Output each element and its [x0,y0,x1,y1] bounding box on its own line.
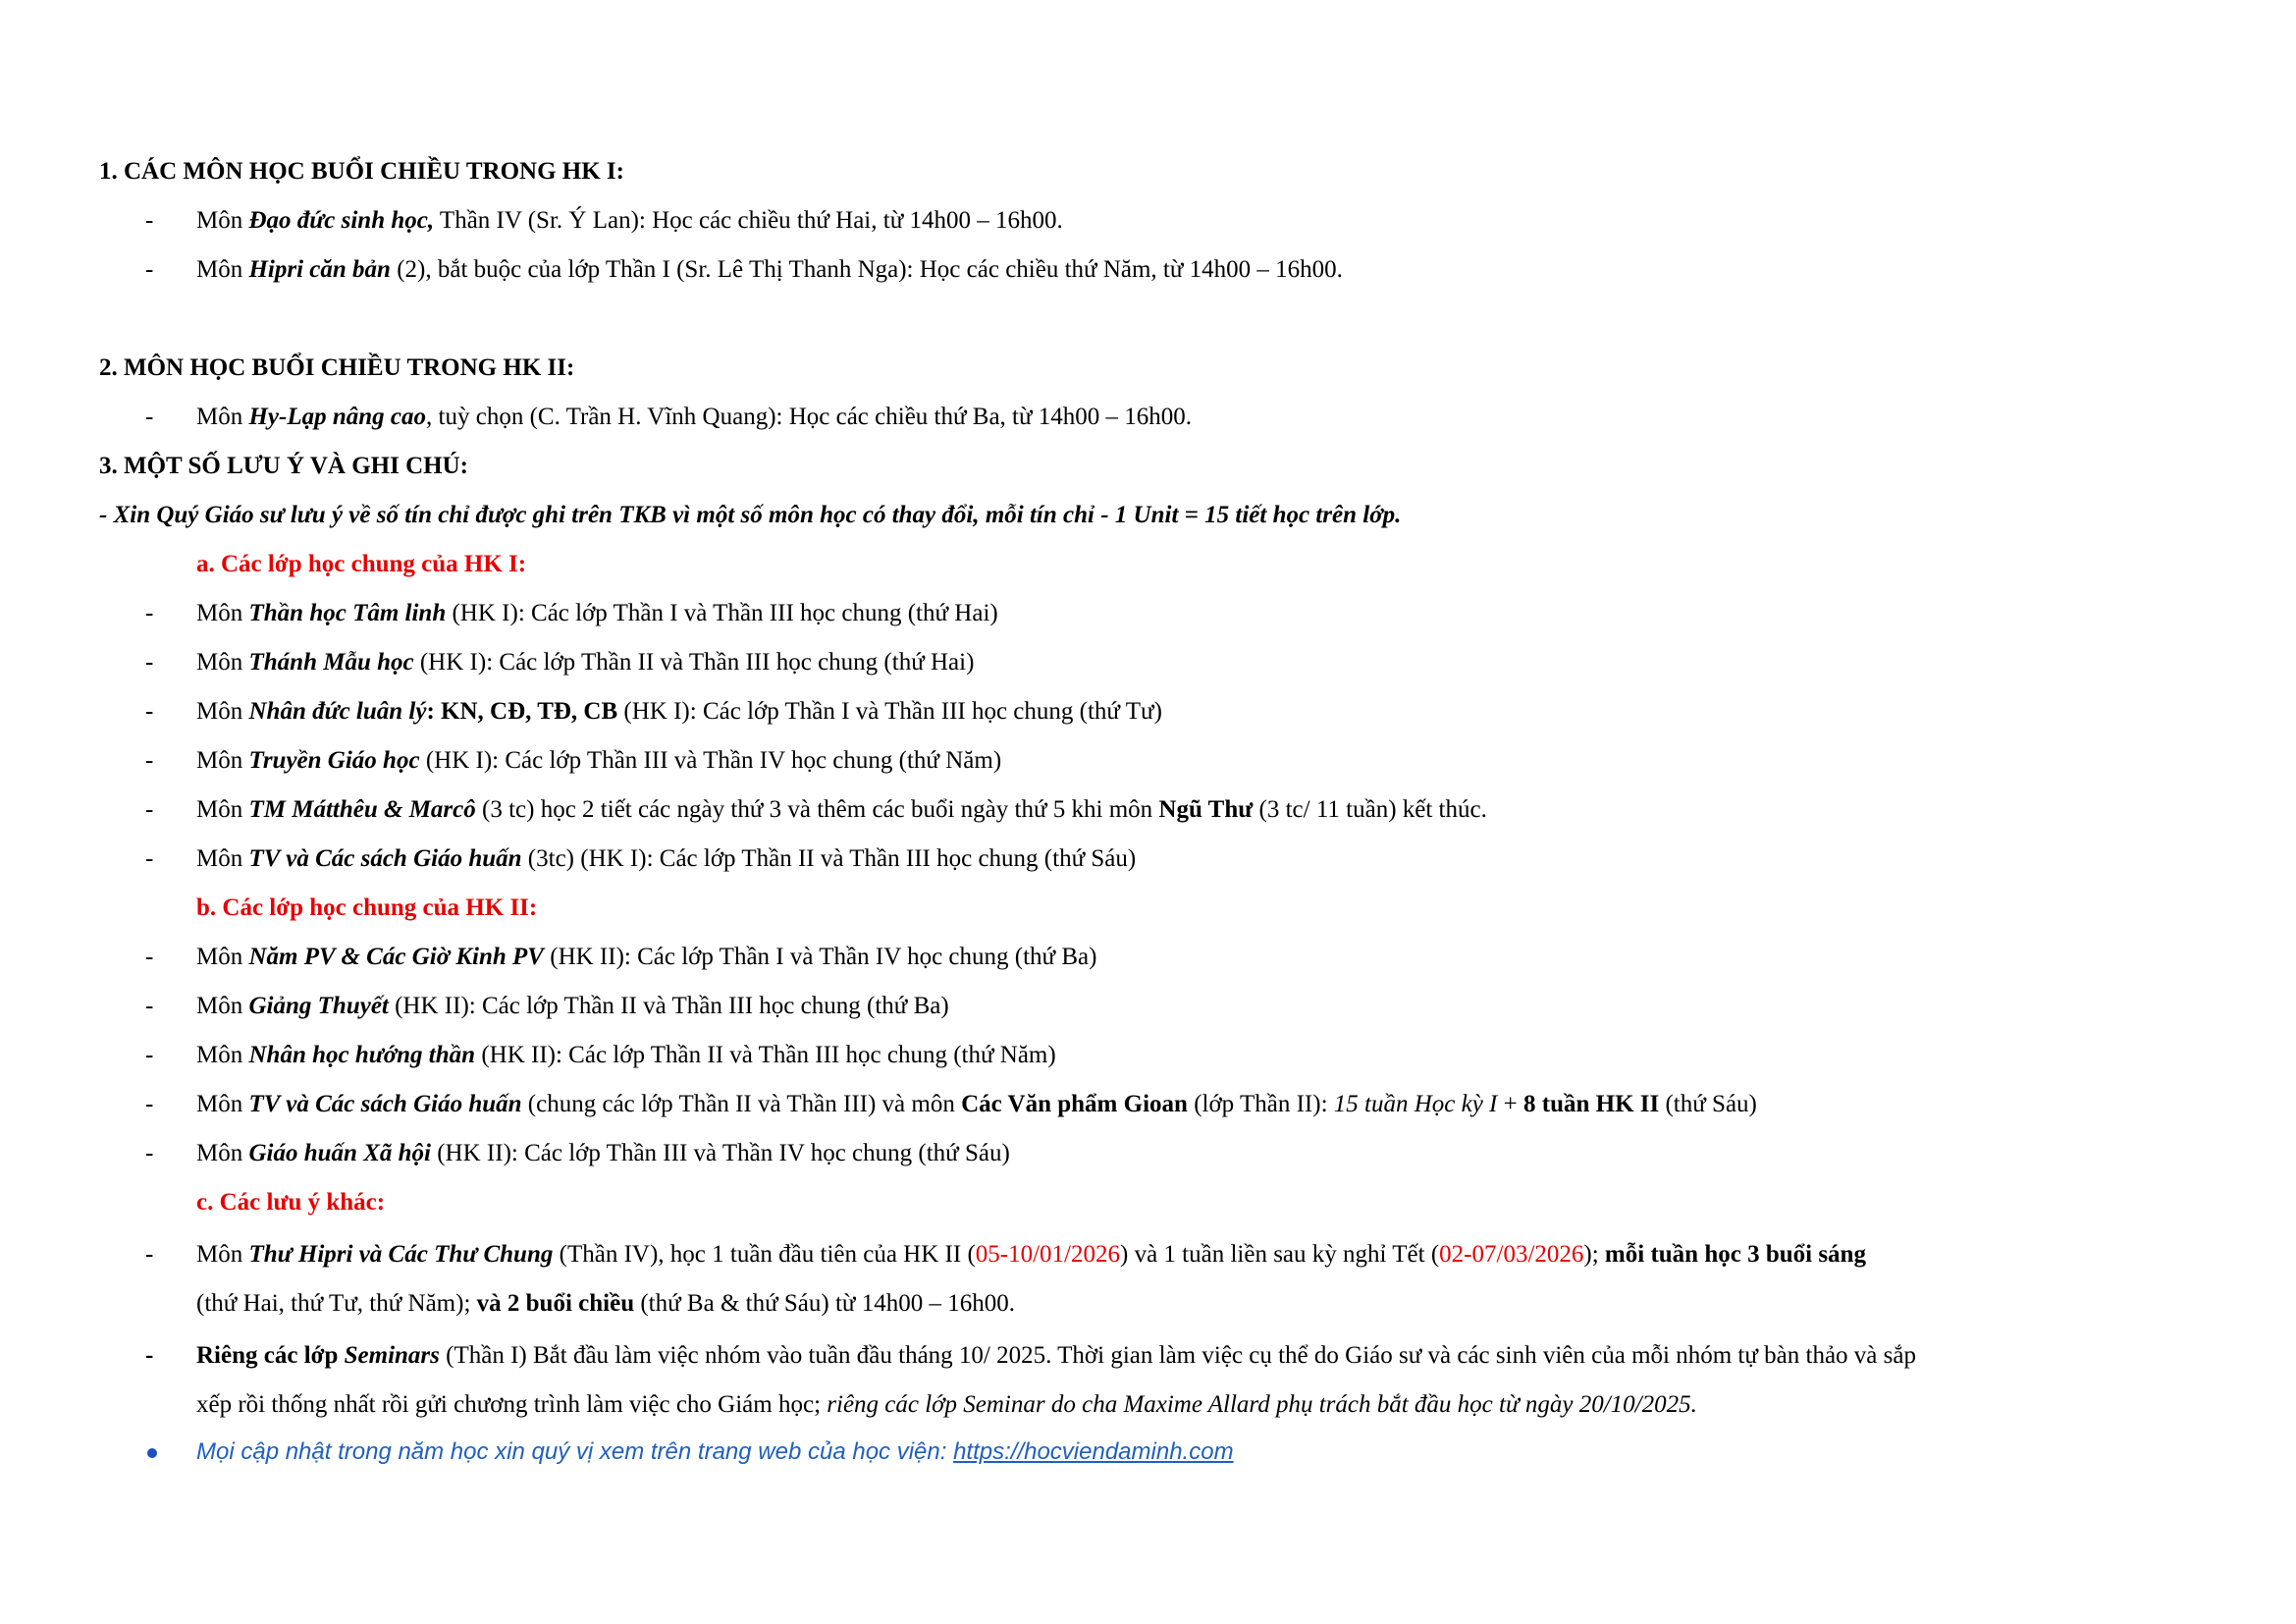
list-item-continuation [196,1392,1697,1417]
course-detail: Thần IV (Sr. Ý Lan): Học các chiều thứ Hai, từ 14h00 – 16h00. [439,207,1063,234]
course-name: Hy-Lạp nâng cao [248,404,427,430]
mon-label: Môn [196,1140,243,1166]
course-name: Nhân đức luân lý [248,698,427,725]
mon-label: Môn [196,796,243,823]
date-range: 05-10/01/2026 [975,1241,1120,1268]
course-name-2: Các Văn phẩm Gioan [961,1091,1188,1117]
course-detail: (thứ Hai, thứ Tư, thứ Năm); [196,1290,471,1317]
course-detail: (HK II): Các lớp Thần I và Thần IV học chung (thứ Ba) [550,944,1097,970]
course-name: Năm PV & Các Giờ Kinh PV [248,944,544,970]
footer-note [196,1440,1234,1464]
course-name: Hipri căn bản [248,256,391,283]
course-name: Thánh Mẫu học [248,649,414,676]
dash: - [145,747,154,774]
course-name: Thư Hipri và Các Thư Chung [248,1241,554,1268]
course-name: TV và Các sách Giáo huấn [248,845,522,872]
course-detail: (2), bắt buộc của lớp Thần I (Sr. Lê Thị Thanh Nga): Học các chiều thứ Năm, từ 14h00 – 16h00. [397,256,1343,283]
list-item [196,797,1487,822]
section-3-heading: 3. MỘT SỐ LƯU Ý VÀ GHI CHÚ: [99,453,468,479]
list-item [196,699,1162,724]
list-item-continuation [196,1291,1015,1316]
mon-label: Môn [196,404,243,430]
mon-label: Môn [196,649,243,676]
website-link[interactable]: https://hocviendaminh.com [953,1438,1234,1465]
list-item [196,748,1001,773]
seminar-detail: xếp rồi thống nhất rồi gửi chương trình làm việc cho Giám học; [196,1391,822,1418]
dash: - [145,1042,154,1068]
semester-weeks-2: 8 tuần HK II [1523,1091,1660,1117]
mon-label: Môn [196,993,243,1019]
morning-sessions: mỗi tuần học 3 buổi sáng [1604,1241,1866,1268]
mon-label: Môn [196,600,243,626]
mon-label: Môn [196,1091,243,1117]
dash: - [145,1091,154,1117]
course-name: Truyền Giáo học [248,747,420,774]
course-name: Giảng Thuyết [248,993,389,1019]
dash: - [145,1342,154,1369]
list-item [196,405,1192,429]
bullet-icon [147,1448,157,1458]
course-detail: (3tc) (HK I): Các lớp Thần II và Thần III học chung (thứ Sáu) [527,845,1137,872]
plus-sign: + [1503,1091,1518,1117]
footer-text: Mọi cập nhật trong năm học xin quý vị xem trên trang web của học viện: [196,1438,947,1465]
course-detail: (HK II): Các lớp Thần II và Thần III học chung (thứ Năm) [481,1042,1056,1068]
course-name: TV và Các sách Giáo huấn [248,1091,522,1117]
course-detail: (HK II): Các lớp Thần II và Thần III học chung (thứ Ba) [395,993,949,1019]
dash: - [145,1140,154,1166]
course-name: Đạo đức sinh học, [248,207,435,234]
list-item [196,650,974,675]
afternoon-sessions: và 2 buổi chiều [476,1290,635,1317]
semester-weeks: 15 tuần Học kỳ I [1333,1091,1498,1117]
course-detail: (thứ Ba & thứ Sáu) từ 14h00 – 16h00. [640,1290,1015,1317]
course-name-2: Ngũ Thư [1158,796,1254,823]
list-item [196,208,1063,233]
list-item [196,1242,1866,1267]
mon-label: Môn [196,944,243,970]
section-2-heading: 2. MÔN HỌC BUỔI CHIỀU TRONG HK II: [99,354,575,381]
dash: - [145,796,154,823]
course-name: Thần học Tâm linh [248,600,447,626]
mon-label: Môn [196,747,243,774]
dash: - [145,698,154,725]
course-detail: ) và 1 tuần liền sau kỳ nghỉ Tết ( [1120,1241,1440,1268]
course-detail: (HK I): Các lớp Thần I và Thần III học chung (thứ Tư) [623,698,1162,725]
subheading-a: a. Các lớp học chung của HK I: [196,551,527,577]
dash: - [145,207,154,234]
list-item [196,846,1136,871]
mon-label: Môn [196,698,243,725]
course-name: Giáo huấn Xã hội [248,1140,431,1166]
mon-label: Môn [196,845,243,872]
course-detail-2: (3 tc/ 11 tuần) kết thúc. [1258,796,1487,823]
list-item [196,1092,1757,1116]
list-item [196,1141,1010,1165]
list-item [196,1343,1916,1368]
course-name: TM Mátthêu & Marcô [248,796,476,823]
course-name: Nhân học hướng thần [248,1042,476,1068]
seminar-detail: (Thần I) Bắt đầu làm việc nhóm vào tuần đầu tháng 10/ 2025. Thời gian làm việc cụ thể do Giáo sư và các sinh viên của mỗi nhóm tự bàn thảo và sắp [446,1342,1916,1369]
list-item [196,257,1343,282]
list-item [196,994,949,1018]
course-detail-2: (lớp Thần II): [1194,1091,1328,1117]
list-item [196,601,998,625]
course-detail: , tuỳ chọn (C. Trần H. Vĩnh Quang): Học các chiều thứ Ba, từ 14h00 – 16h00. [426,404,1193,430]
list-item [196,945,1096,969]
dash: - [145,845,154,872]
course-detail: (HK I): Các lớp Thần III và Thần IV học chung (thứ Năm) [425,747,1002,774]
course-detail: (HK II): Các lớp Thần III và Thần IV học chung (thứ Sáu) [437,1140,1010,1166]
dash: - [145,600,154,626]
seminar-label: Riêng các lớp [196,1342,339,1369]
course-detail: (HK I): Các lớp Thần II và Thần III học chung (thứ Hai) [419,649,975,676]
mon-label: Môn [196,256,243,283]
credit-note: - Xin Quý Giáo sư lưu ý về số tín chỉ được ghi trên TKB vì một số môn học có thay đổi, mỗi tín chỉ - 1 Unit = 15 tiết học trên lớp. [99,502,1402,528]
course-detail: ); [1583,1241,1599,1268]
subheading-b: b. Các lớp học chung của HK II: [196,894,538,921]
dash: - [145,1241,154,1268]
seminar-name: Seminars [344,1342,440,1369]
course-detail: (3 tc) học 2 tiết các ngày thứ 3 và thêm các buổi ngày thứ 5 khi môn [482,796,1153,823]
dash: - [145,649,154,676]
dash: - [145,256,154,283]
mon-label: Môn [196,1042,243,1068]
mon-label: Môn [196,207,243,234]
dash: - [145,404,154,430]
course-detail: (Thần IV), học 1 tuần đầu tiên của HK II ( [559,1241,976,1268]
subheading-c: c. Các lưu ý khác: [196,1189,386,1216]
course-detail: (chung các lớp Thần II và Thần III) và môn [527,1091,955,1117]
course-detail: (HK I): Các lớp Thần I và Thần III học chung (thứ Hai) [452,600,998,626]
section-1-heading: 1. CÁC MÔN HỌC BUỔI CHIỀU TRONG HK I: [99,158,624,185]
dash: - [145,993,154,1019]
list-item [196,1043,1056,1067]
dash: - [145,944,154,970]
course-day: (thứ Sáu) [1665,1091,1757,1117]
date-range: 02-07/03/2026 [1439,1241,1584,1268]
course-codes: : KN, CĐ, TĐ, CB [426,698,618,725]
seminar-note: riêng các lớp Seminar do cha Maxime Allard phụ trách bắt đầu học từ ngày 20/10/2025. [827,1391,1697,1418]
mon-label: Môn [196,1241,243,1268]
